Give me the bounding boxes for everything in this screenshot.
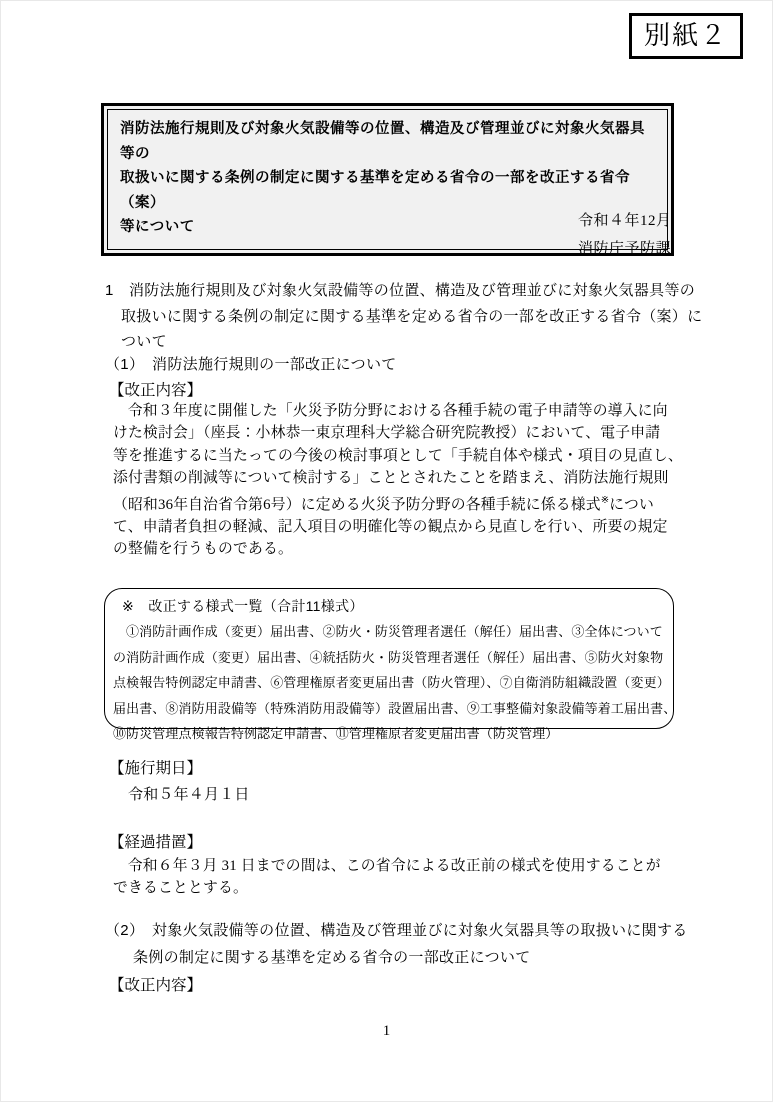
subsection1-heading: （1） 消防法施行規則の一部改正について <box>105 356 397 373</box>
paragraph-line: 添付書類の削減等について検討する」こととされたことを踏まえ、消防法施行規則 <box>113 470 669 487</box>
subsection2-heading <box>105 917 705 971</box>
note-box-items <box>113 619 677 747</box>
note-item-line: ⑩防災管理点検報告特例認定申請書、⑪管理権原者変更届出書（防災管理） <box>113 726 559 741</box>
note-item-line: 届出書、⑧消防用設備等（特殊消防用設備等）設置届出書、⑨工事整備対象設備等着工届出書、 <box>113 700 677 716</box>
content-label-1: 【改正内容】 <box>109 382 203 399</box>
effective-date-block <box>113 784 250 806</box>
transition-measures-label: 【経過措置】 <box>109 834 203 851</box>
paragraph-line: 等を推進するに当たっての今後の検討事項として「手続自体や様式・項目の見直し、 <box>113 447 683 464</box>
footnote-marker: ※ <box>600 494 610 506</box>
heading-line: 条例の制定に関する基準を定める省令の一部改正について <box>133 949 531 966</box>
paragraph-line: て、申請者負担の軽減、記入項目の明確化等の観点から見直しを行い、所要の規定 <box>113 518 668 535</box>
title-line: 取扱いに関する条例の制定に関する基準を定める省令の一部を改正する省令（案） <box>120 170 630 211</box>
attachment-label: 別紙２ <box>644 20 729 50</box>
transition-measures-paragraph <box>113 855 661 900</box>
note-item-line: の消防計画作成（変更）届出書、④統括防火・防災管理者選任（解任）届出書、⑤防火対象物 <box>113 649 664 665</box>
section1-heading <box>105 278 705 355</box>
paragraph-line <box>113 490 683 516</box>
effective-date-value: 令和５年４月１日 <box>128 787 250 803</box>
date-line: 令和４年12月 <box>578 213 672 229</box>
paragraph-text: につい <box>609 496 654 513</box>
title-line: 等について <box>120 219 195 235</box>
paragraph-line: 令和６年３月 31 日までの間は、この省令による改正前の様式を使用することが <box>127 858 661 874</box>
title-line: 消防法施行規則及び対象火気設備等の位置、構造及び管理並びに対象火気器具等の <box>120 121 645 162</box>
heading-line: 1 消防法施行規則及び対象火気設備等の位置、構造及び管理並びに対象火気器具等の <box>105 282 696 299</box>
revised-forms-note-box <box>104 588 677 741</box>
note-item-line: 点検報告特例認定申請書、⑥管理権原者変更届出書（防火管理）、⑦自衛消防組織設置（変更） <box>113 675 670 690</box>
paragraph-line: の整備を行うものである。 <box>113 541 293 558</box>
author-line: 消防庁予防課 <box>578 241 672 257</box>
heading-line: 取扱いに関する条例の制定に関する基準を定める省令の一部を改正する省令（案）に <box>121 307 703 325</box>
note-box-header: ※ 改正する様式一覧（合計11様式） <box>122 598 364 614</box>
heading-line: （2） 対象火気設備等の位置、構造及び管理並びに対象火気器具等の取扱いに関する <box>105 922 688 939</box>
page-number: 1 <box>382 1023 391 1039</box>
paragraph-text: （昭和36年自治省令第6号）に定める火災予防分野の各種手続に係る様式 <box>113 496 601 513</box>
amendment-paragraph <box>113 400 683 561</box>
note-item-line: ①消防計画作成（変更）届出書、②防火・防災管理者選任（解任）届出書、③全体について <box>126 624 663 639</box>
heading-line: ついて <box>121 333 167 350</box>
effective-date-label: 【施行期日】 <box>109 760 203 777</box>
paragraph-line: 令和３年度に開催した「火災予防分野における各種手続の電子申請等の導入に向 <box>127 403 668 419</box>
date-author-block <box>578 207 672 263</box>
attachment-label-box <box>629 13 743 59</box>
paragraph-line: けた検討会」（座長：小林恭一東京理科大学総合研究院教授）において、電子申請 <box>113 425 661 442</box>
paragraph-line: できることとする。 <box>113 880 248 897</box>
content-label-2: 【改正内容】 <box>109 977 203 994</box>
